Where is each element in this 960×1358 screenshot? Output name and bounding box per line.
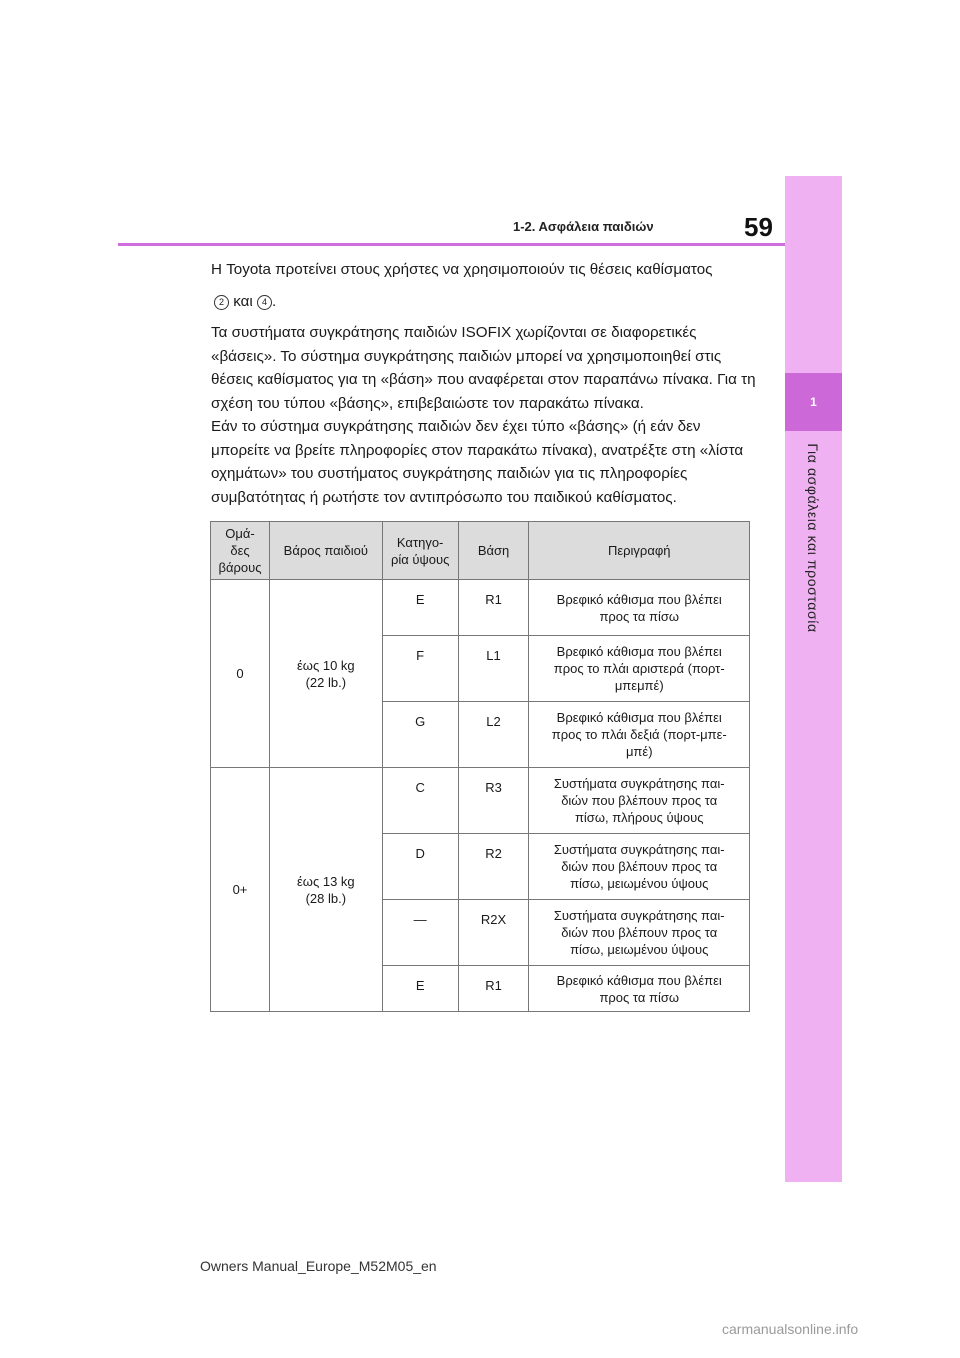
table-body <box>211 580 750 1012</box>
description-cell: Βρεφικό κάθισμα που βλέπει προς το πλάι αριστερά (πορτ- μπεμπέ) <box>529 636 750 702</box>
description-cell: Βρεφικό κάθισμα που βλέπει προς τα πίσω <box>529 580 750 636</box>
child-weight-cell: έως 13 kg (28 lb.) <box>269 768 382 1012</box>
size-class-cell: E <box>382 580 458 636</box>
manual-id: Owners Manual_Europe_M52M05_en <box>200 1258 437 1274</box>
watermark: carmanualsonline.info <box>722 1321 859 1337</box>
period: . <box>272 292 277 310</box>
size-class-cell: G <box>382 702 458 768</box>
intro-paragraph-seats <box>211 290 756 314</box>
header-size-class: Κατηγο- ρία ύψους <box>382 522 458 580</box>
description-cell: Συστήματα συγκράτησης παι- διών που βλέπουν προς τα πίσω, πλήρους ύψους <box>529 768 750 834</box>
header-divider <box>118 243 785 246</box>
chapter-title: Για ασφάλεια και προστασία <box>805 443 821 633</box>
section-title: 1-2. Ασφάλεια παιδιών <box>513 219 654 234</box>
size-class-cell: F <box>382 636 458 702</box>
chapter-number-tab[interactable] <box>785 373 842 431</box>
fixture-cell: R3 <box>458 768 529 834</box>
header-weight-group: Ομά- δες βάρους <box>211 522 270 580</box>
table-row <box>211 580 750 636</box>
table-header-row <box>211 522 750 580</box>
description-cell: Συστήματα συγκράτησης παι- διών που βλέπουν προς τα πίσω, μειωμένου ύψους <box>529 900 750 966</box>
page-number: 59 <box>744 212 773 242</box>
fixture-cell: L1 <box>458 636 529 702</box>
intro-paragraph-line1: Η Toyota προτείνει στους χρήστες να χρησιμοποιούν τις θέσεις καθίσματος <box>211 261 713 278</box>
header-child-weight: Βάρος παιδιού <box>269 522 382 580</box>
weight-group-cell: 0+ <box>211 768 270 1012</box>
weight-group-cell: 0 <box>211 580 270 768</box>
chapter-number: 1 <box>810 395 817 409</box>
and-word: και <box>233 292 253 310</box>
fixture-cell: R2X <box>458 900 529 966</box>
description-cell: Συστήματα συγκράτησης παι- διών που βλέπουν προς τα πίσω, μειωμένου ύψους <box>529 834 750 900</box>
fixture-cell: L2 <box>458 702 529 768</box>
size-class-cell: — <box>382 900 458 966</box>
header-fixture: Βάση <box>458 522 529 580</box>
seat-position-4-icon: 4 <box>257 295 272 310</box>
isofix-fixtures-paragraph: Τα συστήματα συγκράτησης παιδιών ISOFIX χωρίζονται σε διαφορετικές «βάσεις». Το σύστημα συγκράτησης παιδιών μπορεί να χρησιμοποιηθεί στις θέσεις καθίσματος για τη «βάση» που αναφέρεται στον παραπάνω πίνακα. Για τη σχέση του τύπου «βάσης», επιβεβαιώστε τον παρακάτω πίνακα. <box>211 324 756 412</box>
fixture-cell: R1 <box>458 966 529 1012</box>
chapter-side-tab <box>785 176 842 1182</box>
body-text <box>211 258 756 509</box>
isofix-fixture-table <box>210 521 750 1012</box>
size-class-cell: C <box>382 768 458 834</box>
size-class-cell: E <box>382 966 458 1012</box>
fixture-cell: R2 <box>458 834 529 900</box>
fixture-cell: R1 <box>458 580 529 636</box>
table-row <box>211 768 750 834</box>
compatibility-paragraph: Εάν το σύστημα συγκράτησης παιδιών δεν έχει τύπο «βάσης» (ή εάν δεν μπορείτε να βρείτε πληροφορίες στον παρακάτω πίνακα), ανατρέξτε στη «λίστα οχημάτων» του συστήματος συγκράτησης παιδιών για τις πληροφορίες συμβατότητας ή ρωτήστε τον αντιπρόσωπο του παιδικού καθίσματος. <box>211 418 744 506</box>
description-cell: Βρεφικό κάθισμα που βλέπει προς το πλάι δεξιά (πορτ-μπε- μπέ) <box>529 702 750 768</box>
seat-position-2-icon: 2 <box>214 295 229 310</box>
size-class-cell: D <box>382 834 458 900</box>
child-weight-cell: έως 10 kg (22 lb.) <box>269 580 382 768</box>
header-description: Περιγραφή <box>529 522 750 580</box>
description-cell: Βρεφικό κάθισμα που βλέπει προς τα πίσω <box>529 966 750 1012</box>
